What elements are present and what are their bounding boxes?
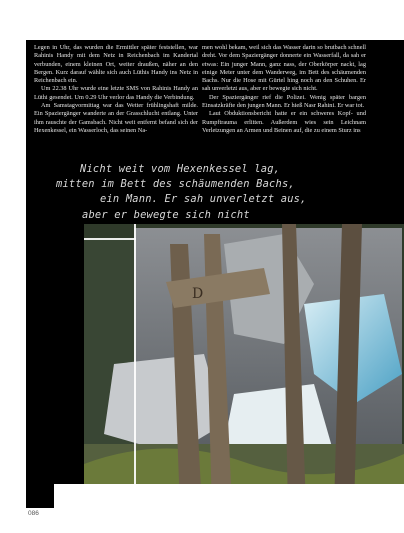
photo-collage-image bbox=[84, 224, 404, 508]
magazine-spread bbox=[26, 40, 404, 508]
article-column-left bbox=[34, 44, 198, 135]
paragraph: Um 22.38 Uhr wurde eine letzte SMS von Rahinis Handy an Lüthi gesendet. Um 0.29 Uhr verlor das Handy die Verbindung. bbox=[34, 85, 198, 101]
paragraph: Am Samstagvormittag war das Wetter frühlingshaft milde. Ein Spaziergänger wanderte an der Grasschlucht entlang. Unter ihm rauschte der Gamsbach. Nicht weit entfernt befand sich der Hexenkessel, ein Wasserloch, das seinen Na- bbox=[34, 102, 198, 134]
sign-carving: D bbox=[192, 286, 204, 302]
paragraph: men wohl bekam, weil sich das Wasser darin so brutbach schnell dreht. Vor dem Spaziergänger donnerte ein Wasserfall, da sah er etwas: Ein junger Mann, ganz nass, der Oberkörper nackt, lag einige Meter unter dem Wanderweg, im Bett des schäumenden Bachs. Nur die Hose mit Gürtel hing noch an den Schuhen. Er sah unverletzt aus, aber er bewegte sich nicht. bbox=[202, 44, 366, 93]
pull-quote bbox=[26, 162, 404, 223]
paragraph: Laut Obduktionsbericht hatte er ein schweres Kopf- und Rumpftrauma erlitten. Außerdem wies sein Leichnam Verletzungen an Armen und Beinen auf, die zu einem Sturz ins bbox=[202, 110, 366, 134]
pull-quote-line: Nicht weit vom Hexenkessel lag, bbox=[80, 163, 281, 175]
article-column-right bbox=[202, 44, 366, 135]
pull-quote-line: aber er bewegte sich nicht bbox=[82, 208, 250, 221]
paragraph: Legen in Uhr, das wurden die Ermittler später feststellen, war Rahinis Handy mit dem Netz in Reichenbach im Kandertal verbunden, einem kleinen Ort, weiter draußen, näher an den Bergen. Kurz darauf wählte sich auch Lüthis Handy ins Netz in Reichenbach ein. bbox=[34, 44, 198, 85]
page-number: 086 bbox=[28, 510, 39, 517]
paragraph: Der Spaziergänger rief die Polizei. Wenig später bargen Einsatzkräfte den jungen Mann. Er hieß Nasr Rahini. Er war tot. bbox=[202, 93, 366, 110]
gorge-photo-collage bbox=[84, 224, 404, 508]
pull-quote-line: mitten im Bett des schäumenden Bachs, bbox=[56, 178, 295, 191]
page-margin-bottom bbox=[54, 484, 404, 508]
pull-quote-line: ein Mann. Er sah unverletzt aus, bbox=[100, 193, 307, 206]
